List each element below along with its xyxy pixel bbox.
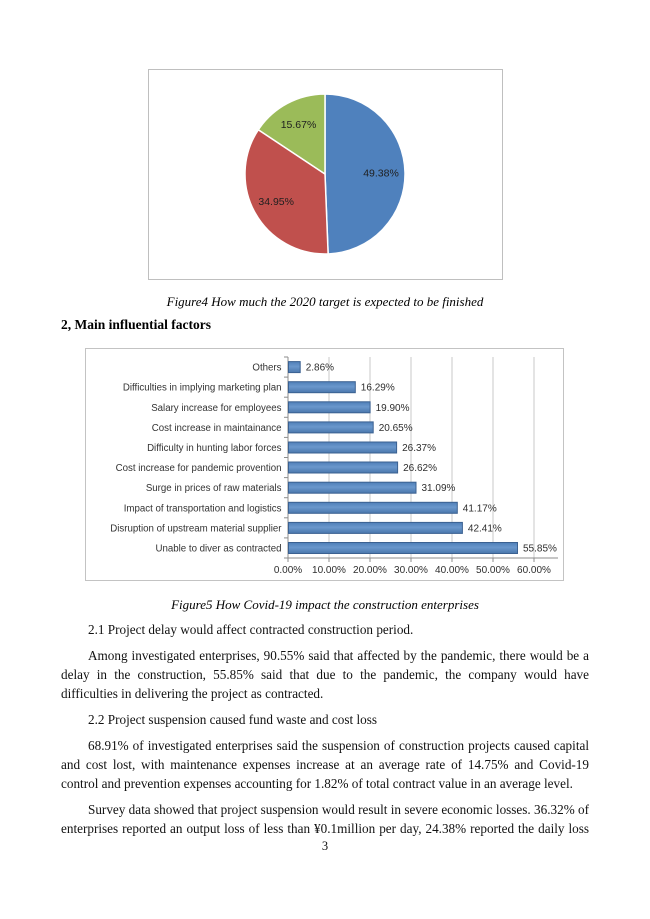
bar-chart-canvas [86,349,563,580]
bar [289,502,458,513]
bar-value-label: 31.09% [421,483,456,495]
bar-value-label: 41.17% [462,503,497,515]
x-tick-label: 20.00% [353,565,387,576]
bar-category-label: Surge in prices of raw materials [145,483,282,495]
paragraph-project-delay: Among investigated enterprises, 90.55% said that affected by the pandemic, there would be a delay in the construction, 55.85% said that due to the pandemic, the company would have difficulties in delivering the project as contracted. [61,648,589,701]
pie-data-label: 34.95% [258,195,295,208]
bar-value-label: 55.85% [523,543,557,555]
bar-value-label: 26.37% [402,443,437,454]
pie-chart-canvas [149,70,502,279]
figure5-caption: Figure5 How Covid-19 impact the construction enterprises [171,597,479,612]
bar-category-label: Difficulties in implying marketing plan [122,382,282,394]
x-tick-label: 40.00% [435,565,469,576]
bar-category-label: Unable to diver as contracted [155,543,282,555]
bar-value-label: 20.65% [378,422,413,434]
bar-value-label: 26.62% [403,463,438,474]
pie-data-label: 49.38% [363,167,399,180]
paragraph-fund-waste: 68.91% of investigated enterprises said the suspension of construction projects caused capital and cost lost, with maintenance expenses increase at an average rate of 14.75% and Covid-19 control and prevention expenses accounting for 1.82% of total contract value in an average level. [61,738,589,791]
x-tick-label: 0.00% [273,565,303,576]
bar [289,462,398,473]
body-text [61,620,589,845]
section-heading: 2, Main influential factors [61,317,211,332]
bar-category-label: Salary increase for employees [151,402,282,414]
figure4-pie-chart [148,69,503,280]
bar [289,543,518,554]
bar-category-label: Others [252,362,282,374]
x-tick-label: 60.00% [517,565,551,576]
paragraph-2-1-heading: 2.1 Project delay would affect contracted construction period. [88,622,414,637]
bar [289,382,356,393]
bar [289,482,417,493]
paragraph-2-2-heading: 2.2 Project suspension caused fund waste and cost loss [88,712,377,727]
page-number: 3 [321,839,329,853]
bar-category-label: Impact of transportation and logistics [123,503,282,515]
paragraph-survey-losses: Survey data showed that project suspension would result in severe economic losses. 36.32% of enterprises reported an output loss of less than ¥0.1million per day, 24.38% reported the daily loss [61,802,589,836]
x-tick-label: 30.00% [394,565,428,576]
bar-value-label: 19.90% [375,402,410,414]
bar-value-label: 2.86% [305,362,335,374]
figure5-bar-chart [85,348,564,581]
pie-data-label: 15.67% [280,119,317,132]
bar-category-label: Cost increase for pandemic provention [115,463,282,474]
figure4-caption: Figure4 How much the 2020 target is expected to be finished [166,294,484,309]
bar [289,442,397,453]
bar-category-label: Cost increase in maintainance [151,422,282,434]
bar [289,422,374,433]
bar [289,362,301,373]
bar [289,402,371,413]
bar-value-label: 16.29% [360,382,395,394]
bar-category-label: Difficulty in hunting labor forces [147,443,282,454]
bar-value-label: 42.41% [467,523,502,535]
x-tick-label: 10.00% [312,565,346,576]
bar [289,522,463,533]
x-tick-label: 50.00% [476,565,510,576]
bar-category-label: Disruption of upstream material supplier [110,523,282,535]
